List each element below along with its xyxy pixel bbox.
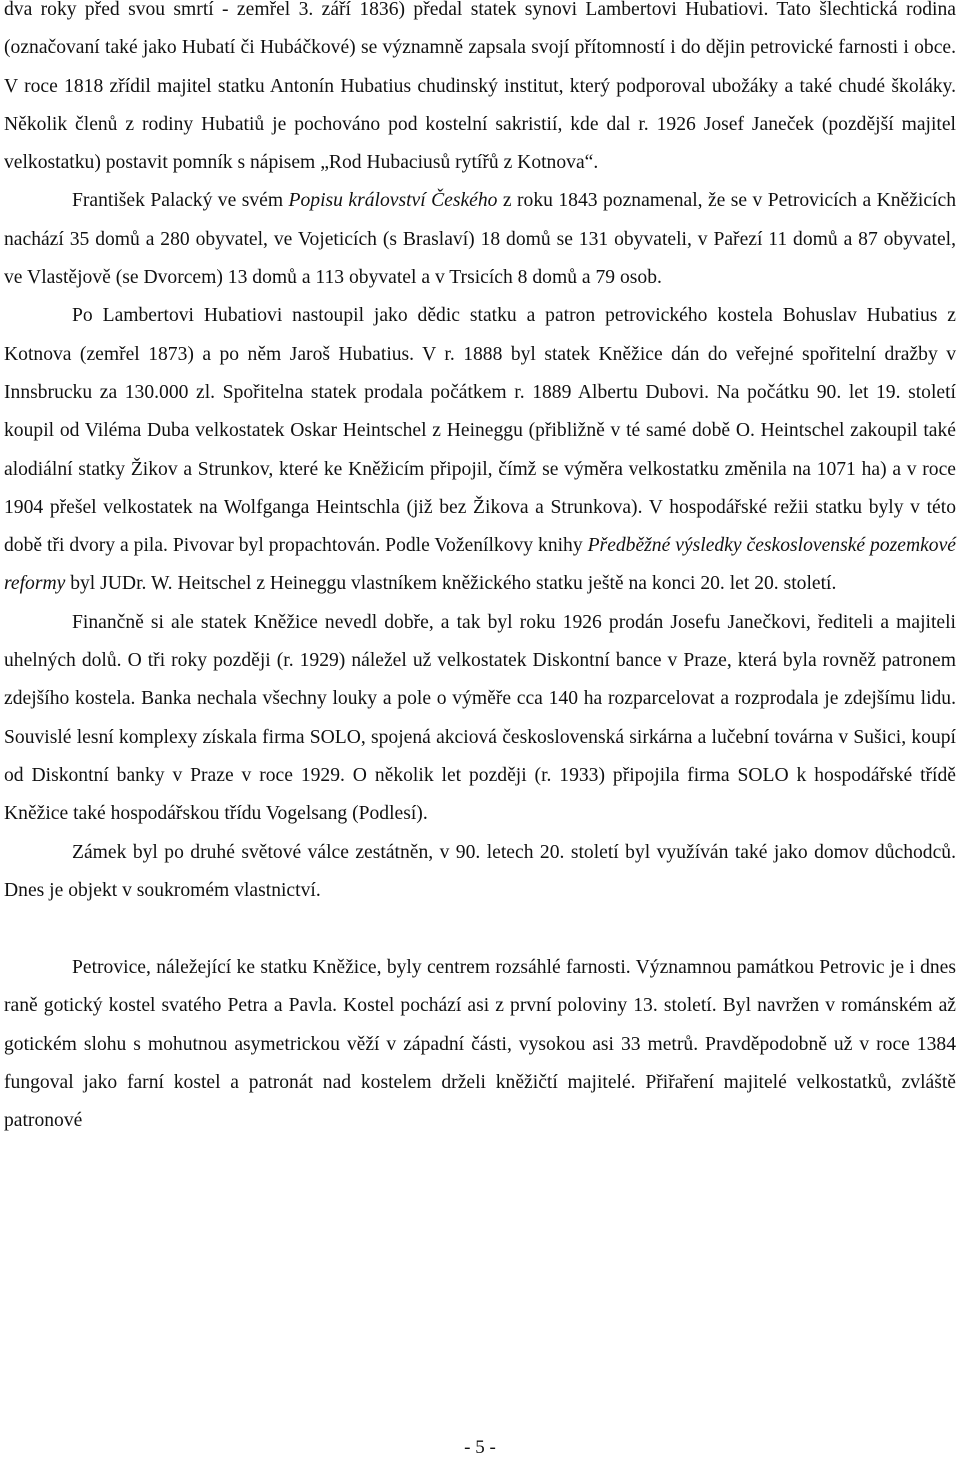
italic-text-span: Popisu království Českého: [288, 190, 498, 212]
document-body: [4, 0, 956, 1141]
italic-text-span: Předběžné výsledky československé pozemkové reformy: [4, 535, 956, 595]
paragraph-gap: [4, 910, 956, 949]
text-span: z roku 1843 poznamenal, že se v Petrovicích a Kněžicích nachází 35 domů a 280 obyvatel, ve Vojeticích (s Braslaví) 18 domů se 131 obyvateli, v Pařezí 11 domů a 87 obyvatel, ve Vlastějově (se Dvorcem) 13 domů a 113 obyvatel a v Trsicích 8 domů a 79 osob.: [4, 190, 956, 289]
text-span: dva roky před svou smrtí - zemřel 3. září 1836) předal statek synovi Lambertovi Hubatiovi. Tato šlechtická rodina (označovaní také jako Hubatí či Hubáčkové) se významně zapsala svojí přítomností i do dějin petrovické farnosti i obce. V roce 1818 zřídil majitel statku Antonín Hubatius chudinský institut, který podporoval ubožáky a také chudé školáky. Několik členů z rodiny Hubatiů je pochováno pod kostelní sakristií, kde dal r. 1926 Josef Janeček (pozdější majitel velkostatku) postavit pomník s nápisem „Rod Hubaciusů rytířů z Kotnova“.: [4, 0, 956, 174]
text-span: byl JUDr. W. Heitschel z Heineggu vlastníkem kněžického statku ještě na konci 20. let 20. století.: [65, 573, 837, 595]
text-span: Petrovice, náležející ke statku Kněžice, byly centrem rozsáhlé farnosti. Významnou památkou Petrovic je i dnes raně gotický kostel svatého Petra a Pavla. Kostel pochází asi z první poloviny 13. století. Byl navržen v románském až gotickém slohu s mohutnou asymetrickou věží v západní části, vysokou asi 33 metrů. Pravděpodobně už v roce 1384 fungoval jako farní kostel a patronát nad kostelem drželi kněžičtí majitelé. Přiřaření majitelé velkostatků, zvláště patronové: [4, 957, 956, 1132]
paragraph: [4, 297, 956, 603]
paragraph: [4, 834, 956, 911]
page-number: - 5 -: [464, 1437, 496, 1458]
paragraph: [4, 0, 956, 182]
text-span: František Palacký ve svém: [72, 190, 289, 212]
paragraph: [4, 604, 956, 834]
text-span: Finančně si ale statek Kněžice nevedl dobře, a tak byl roku 1926 prodán Josefu Janečkovi, řediteli a majiteli uhelných dolů. O tři roky později (r. 1929) náležel už velkostatek Diskontní bance v Praze, která byla rovněž patronem zdejšího kostela. Banka nechala všechny louky a pole o výměře cca 140 ha rozparcelovat a rozprodala je zdejšímu lidu. Souvislé lesní komplexy získala firma SOLO, spojená akciová československá sirkárna a lučební továrna v Sušici, koupí od Diskontní banky v Praze v roce 1929. O několik let později (r. 1933) připojila firma SOLO k hospodářské třídě Kněžice také hospodářskou třídu Vogelsang (Podlesí).: [4, 611, 956, 825]
paragraph: [4, 949, 956, 1140]
text-span: Zámek byl po druhé světové válce zestátněn, v 90. letech 20. století byl využíván také jako domov důchodců. Dnes je objekt v soukromém vlastnictví.: [4, 841, 956, 901]
text-span: Po Lambertovi Hubatiovi nastoupil jako dědic statku a patron petrovického kostela Bohuslav Hubatius z Kotnova (zemřel 1873) a po něm Jaroš Hubatius. V r. 1888 byl statek Kněžice dán do veřejné spořitelní dražby v Innsbrucku za 130.000 zl. Spořitelna statek prodala počátkem r. 1889 Albertu Dubovi. Na počátku 90. let 19. století koupil od Viléma Duba velkostatek Oskar Heintschel z Heineggu (přibližně v té samé době O. Heintschel zakoupil také alodiální statky Žikov a Strunkov, které ke Kněžicím připojil, čímž se výměra velkostatku změnila na 1071 ha) a v roce 1904 přešel velkostatek na Wolfganga Heintschla (již bez Žikova a Strunkova). V hospodářské režii statku byly v této době tři dvory a pila. Pivovar byl propachtován. Podle Voženílkovy knihy: [4, 305, 956, 557]
paragraph: [4, 182, 956, 297]
